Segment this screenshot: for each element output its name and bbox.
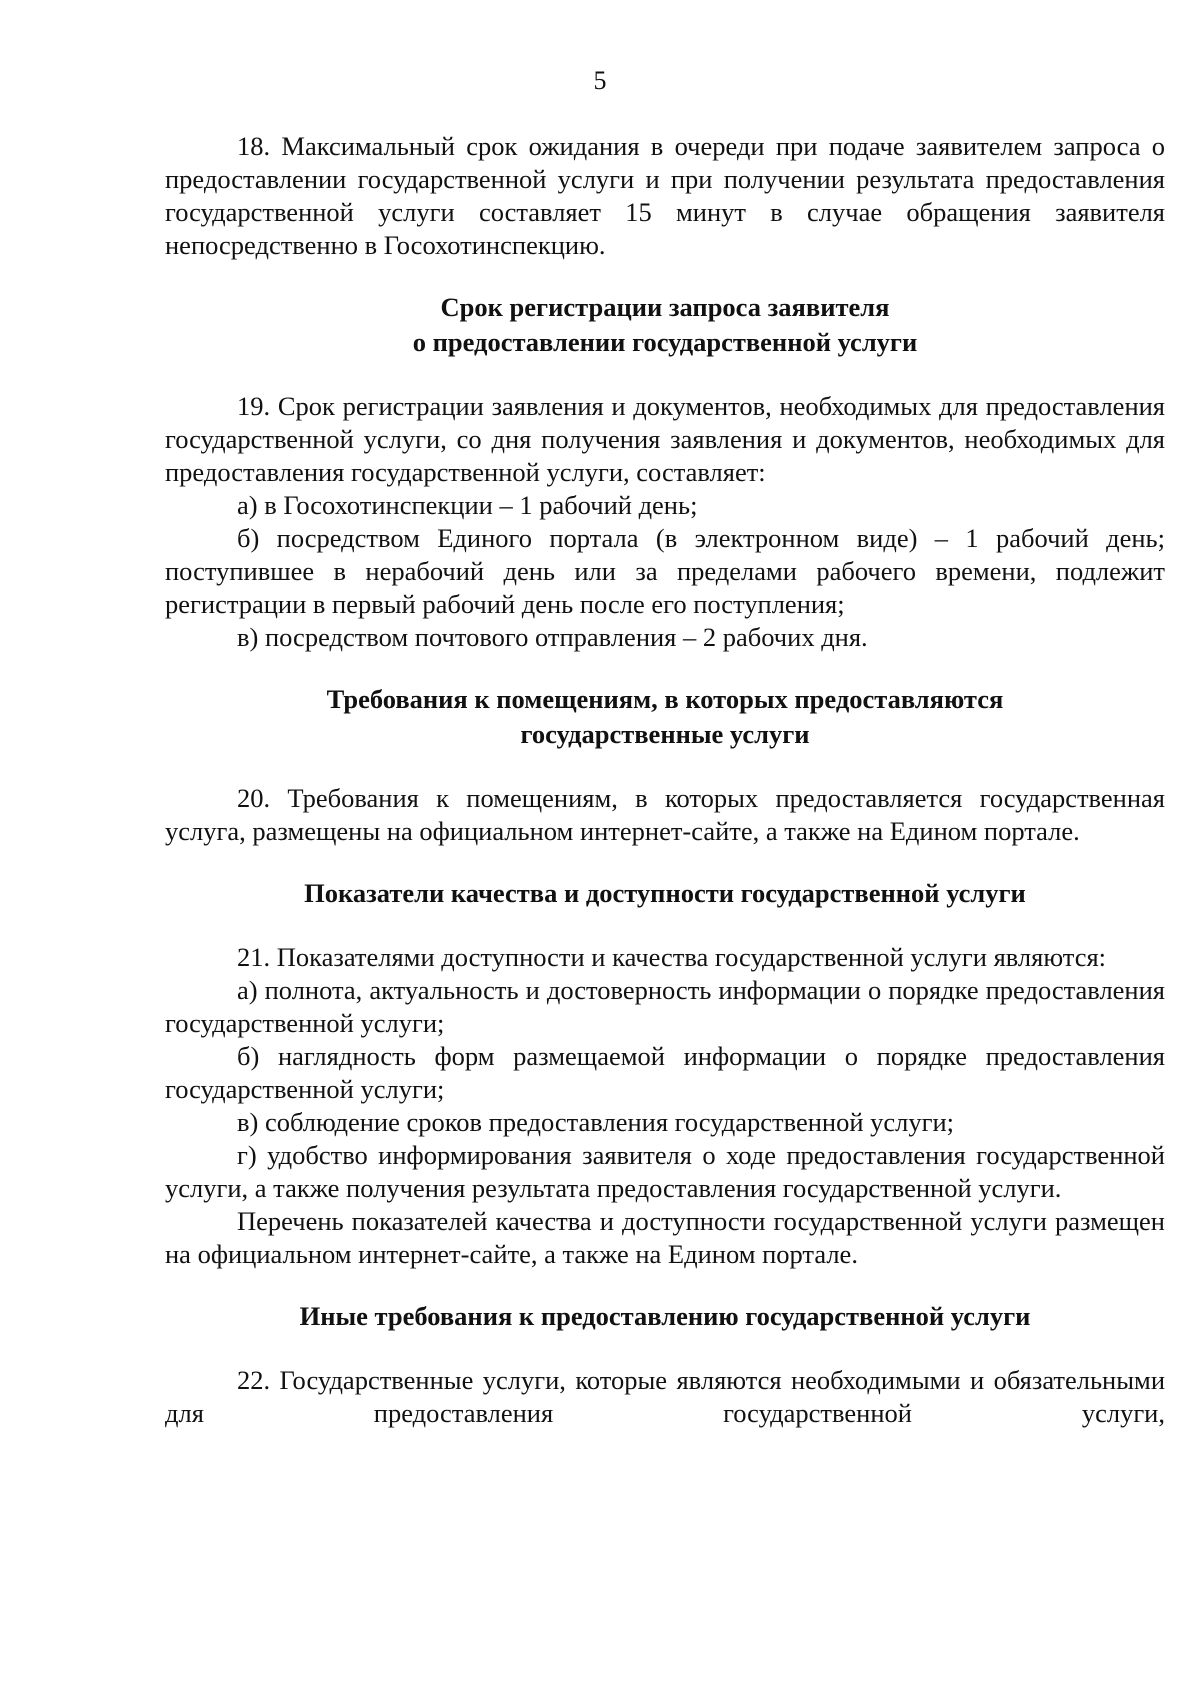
paragraph: в) соблюдение сроков предоставления государственной услуги; bbox=[237, 1107, 955, 1137]
section-heading-line: государственные услуги bbox=[520, 719, 810, 749]
page-number: 5 bbox=[593, 66, 607, 95]
paragraph: 19. Срок регистрации заявления и документов, необходимых для предоставления государственной услуги, со дня получения заявления и документов, необходимых для предоставления государственной услуги, составляет: bbox=[165, 391, 1165, 487]
paragraph: 22. Государственные услуги, которые являются необходимыми и обязательными для предоставления государственной услуги, bbox=[165, 1365, 1165, 1428]
spacer bbox=[165, 1334, 1165, 1364]
spacer bbox=[165, 752, 1165, 782]
section-heading-line: Требования к помещениям, в которых предоставляются bbox=[326, 684, 1004, 714]
paragraph: а) в Госохотинспекции – 1 рабочий день; bbox=[237, 490, 698, 520]
paragraph: б) наглядность форм размещаемой информации о порядке предоставления государственной услуги; bbox=[165, 1041, 1165, 1104]
spacer bbox=[165, 1271, 1165, 1299]
section-heading bbox=[165, 876, 1165, 911]
paragraph: б) посредством Единого портала (в электронном виде) – 1 рабочий день; поступившее в нерабочий день или за пределами рабочего времени, подлежит регистрации в первый рабочий день после его поступления; bbox=[165, 523, 1165, 619]
document-body bbox=[165, 130, 1165, 1430]
section-heading bbox=[165, 682, 1165, 752]
paragraph: Перечень показателей качества и доступности государственной услуги размещен на официальном интернет-сайте, а также на Едином портале. bbox=[165, 1206, 1165, 1269]
paragraph: 21. Показателями доступности и качества государственной услуги являются: bbox=[237, 942, 1107, 972]
section-heading bbox=[165, 290, 1165, 360]
paragraph: а) полнота, актуальность и достоверность информации о порядке предоставления государственной услуги; bbox=[165, 975, 1165, 1038]
spacer bbox=[165, 360, 1165, 390]
spacer bbox=[165, 911, 1165, 941]
spacer bbox=[165, 262, 1165, 290]
section-heading-line: Показатели качества и доступности государственной услуги bbox=[304, 878, 1026, 908]
section-heading-line: Иные требования к предоставлению государственной услуги bbox=[299, 1301, 1031, 1331]
spacer bbox=[165, 654, 1165, 682]
paragraph: 18. Максимальный срок ожидания в очереди при подаче заявителем запроса о предоставлении государственной услуги и при получении результата предоставления государственной услуги составляет 15 минут в случае обращения заявителя непосредственно в Госохотинспекцию. bbox=[165, 131, 1165, 260]
spacer bbox=[165, 848, 1165, 876]
section-heading-line: о предоставлении государственной услуги bbox=[412, 327, 918, 357]
paragraph: в) посредством почтового отправления – 2 рабочих дня. bbox=[237, 622, 868, 652]
section-heading-line: Срок регистрации запроса заявителя bbox=[440, 292, 890, 322]
paragraph: 20. Требования к помещениям, в которых предоставляется государственная услуга, размещены на официальном интернет-сайте, а также на Едином портале. bbox=[165, 783, 1165, 846]
section-heading bbox=[165, 1299, 1165, 1334]
paragraph: г) удобство информирования заявителя о ходе предоставления государственной услуги, а также получения результата предоставления государственной услуги. bbox=[165, 1140, 1165, 1203]
